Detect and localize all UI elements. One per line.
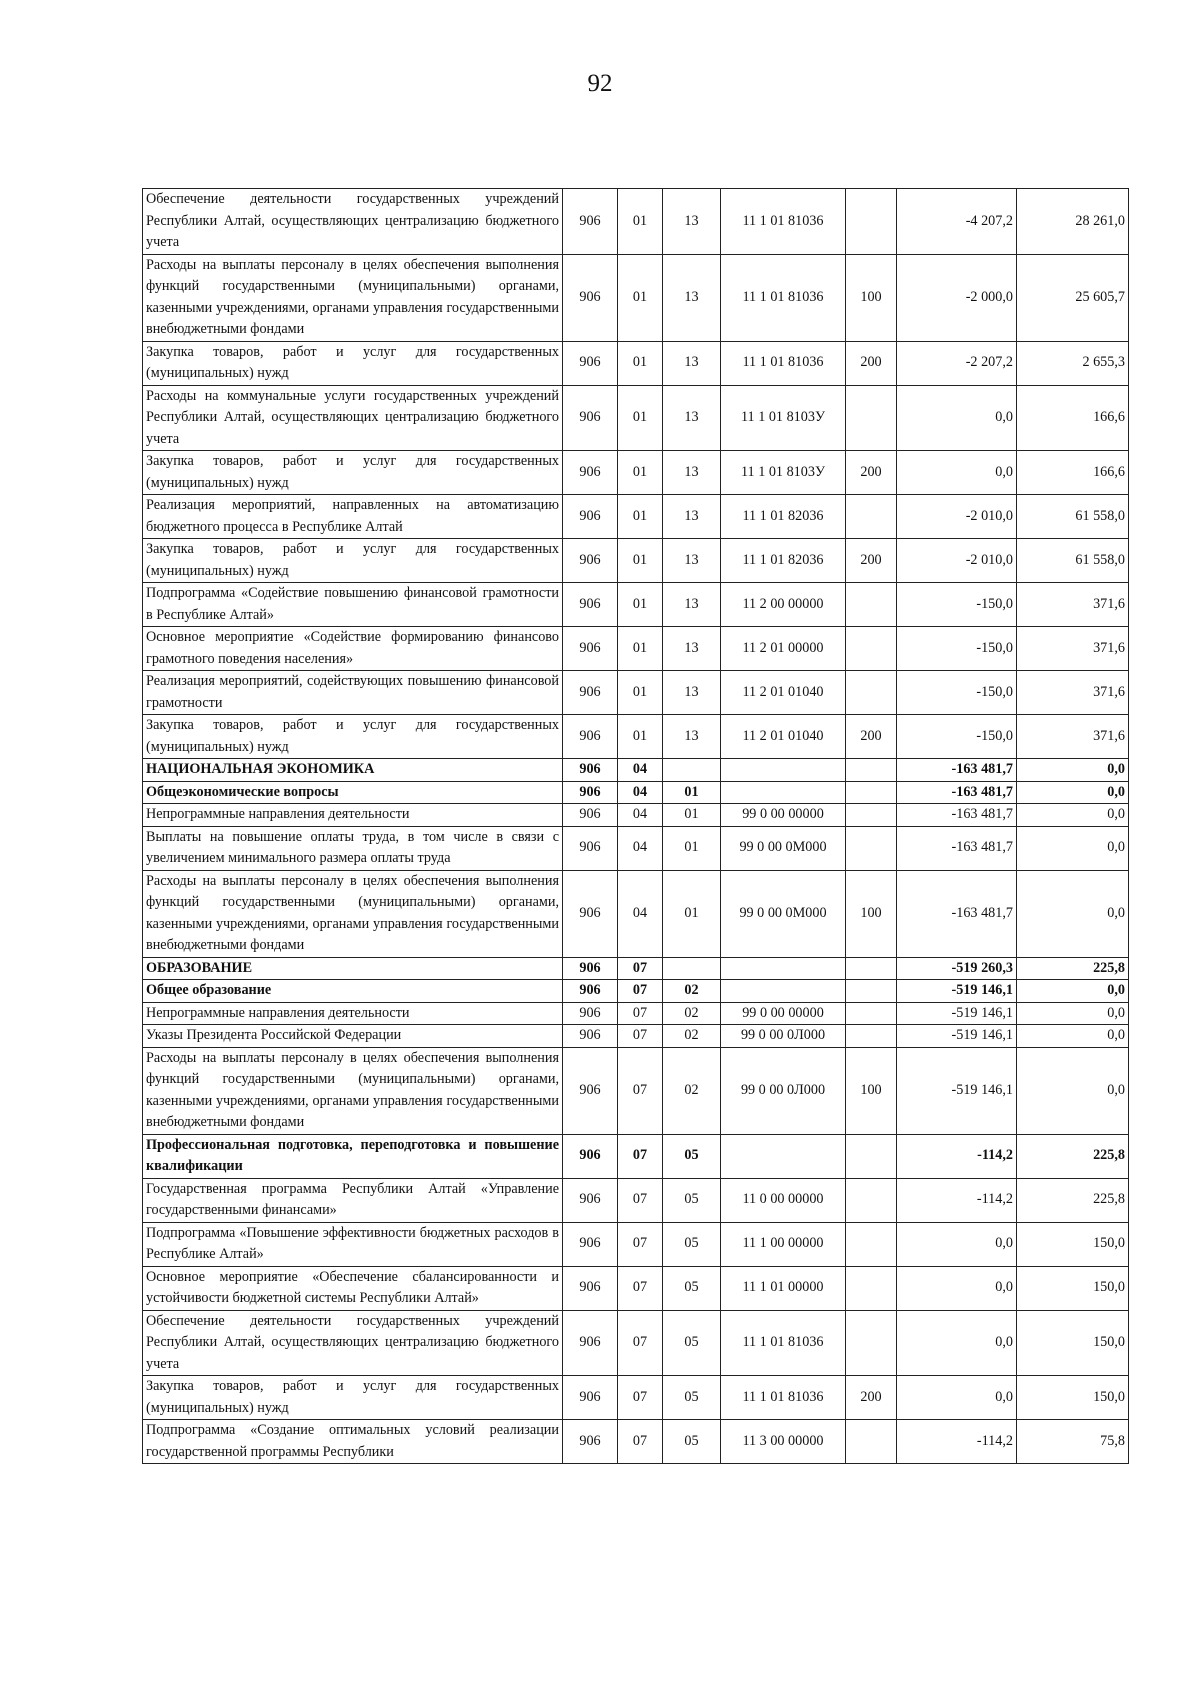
row-ved-cell: 906 (563, 1310, 618, 1376)
row-name-cell: Общеэкономические вопросы (143, 781, 563, 804)
row-change-cell: -150,0 (897, 715, 1017, 759)
row-pr-cell: 02 (663, 980, 721, 1003)
row-vr-cell: 200 (846, 715, 897, 759)
row-ved-cell: 906 (563, 1047, 618, 1134)
row-csr-cell: 11 2 01 00000 (721, 627, 846, 671)
table-row (143, 341, 1129, 385)
row-name-cell: Профессиональная подготовка, переподготовка и повышение квалификации (143, 1134, 563, 1178)
row-pr-cell: 13 (663, 341, 721, 385)
row-total-cell: 0,0 (1017, 1047, 1129, 1134)
row-name-cell: Закупка товаров, работ и услуг для государственных (муниципальных) нужд (143, 539, 563, 583)
row-csr-cell: 11 1 01 82036 (721, 495, 846, 539)
row-ved-cell: 906 (563, 1002, 618, 1025)
row-ved-cell: 906 (563, 1376, 618, 1420)
row-csr-cell: 11 1 01 81036 (721, 254, 846, 341)
row-vr-cell (846, 189, 897, 255)
row-name-cell: Закупка товаров, работ и услуг для государственных (муниципальных) нужд (143, 1376, 563, 1420)
row-pr-cell: 05 (663, 1134, 721, 1178)
row-ved-cell: 906 (563, 341, 618, 385)
table-row (143, 254, 1129, 341)
table-row (143, 1178, 1129, 1222)
row-ved-cell: 906 (563, 385, 618, 451)
row-name-cell: Расходы на выплаты персоналу в целях обеспечения выполнения функций государственными (муниципальными) органами, казенными учреждениями, органами управления государственными внебюджетными фондами (143, 870, 563, 957)
row-total-cell: 371,6 (1017, 715, 1129, 759)
row-change-cell: -519 146,1 (897, 1047, 1017, 1134)
row-vr-cell (846, 1310, 897, 1376)
row-ved-cell: 906 (563, 189, 618, 255)
row-change-cell: -2 010,0 (897, 495, 1017, 539)
row-pr-cell: 02 (663, 1047, 721, 1134)
row-rz-cell: 04 (618, 781, 663, 804)
table-row (143, 870, 1129, 957)
row-ved-cell: 906 (563, 1025, 618, 1048)
row-rz-cell: 07 (618, 1266, 663, 1310)
row-rz-cell: 07 (618, 1376, 663, 1420)
row-rz-cell: 07 (618, 1310, 663, 1376)
row-rz-cell: 01 (618, 495, 663, 539)
row-rz-cell: 04 (618, 826, 663, 870)
row-change-cell: -2 207,2 (897, 341, 1017, 385)
row-ved-cell: 906 (563, 671, 618, 715)
row-csr-cell: 11 1 01 81036 (721, 341, 846, 385)
row-total-cell: 150,0 (1017, 1376, 1129, 1420)
row-pr-cell: 13 (663, 189, 721, 255)
row-vr-cell (846, 1266, 897, 1310)
row-change-cell: -2 000,0 (897, 254, 1017, 341)
row-rz-cell: 07 (618, 1134, 663, 1178)
row-csr-cell: 11 1 01 8103У (721, 385, 846, 451)
row-total-cell: 371,6 (1017, 627, 1129, 671)
row-total-cell: 0,0 (1017, 1025, 1129, 1048)
row-ved-cell: 906 (563, 583, 618, 627)
row-total-cell: 371,6 (1017, 671, 1129, 715)
row-vr-cell: 200 (846, 1376, 897, 1420)
row-csr-cell: 11 1 01 8103У (721, 451, 846, 495)
row-change-cell: -163 481,7 (897, 781, 1017, 804)
table-row (143, 1310, 1129, 1376)
row-pr-cell: 13 (663, 715, 721, 759)
row-change-cell: 0,0 (897, 1376, 1017, 1420)
row-name-cell: Непрограммные направления деятельности (143, 1002, 563, 1025)
row-name-cell: Закупка товаров, работ и услуг для государственных (муниципальных) нужд (143, 715, 563, 759)
row-csr-cell: 11 1 01 00000 (721, 1266, 846, 1310)
row-vr-cell: 100 (846, 870, 897, 957)
row-change-cell: 0,0 (897, 1266, 1017, 1310)
row-name-cell: ОБРАЗОВАНИЕ (143, 957, 563, 980)
row-ved-cell: 906 (563, 627, 618, 671)
row-vr-cell: 200 (846, 451, 897, 495)
table-row (143, 781, 1129, 804)
row-change-cell: -4 207,2 (897, 189, 1017, 255)
row-total-cell: 166,6 (1017, 385, 1129, 451)
row-pr-cell: 02 (663, 1025, 721, 1048)
row-change-cell: -519 146,1 (897, 980, 1017, 1003)
row-total-cell: 225,8 (1017, 957, 1129, 980)
row-pr-cell: 13 (663, 583, 721, 627)
row-change-cell: -519 260,3 (897, 957, 1017, 980)
row-total-cell: 150,0 (1017, 1266, 1129, 1310)
row-name-cell: Выплаты на повышение оплаты труда, в том числе в связи с увеличением минимального размера оплаты труда (143, 826, 563, 870)
row-name-cell: Расходы на коммунальные услуги государственных учреждений Республики Алтай, осуществляющих централизацию бюджетного учета (143, 385, 563, 451)
table-row (143, 804, 1129, 827)
row-csr-cell: 99 0 00 00000 (721, 804, 846, 827)
table-row (143, 1134, 1129, 1178)
row-csr-cell (721, 781, 846, 804)
row-rz-cell: 04 (618, 804, 663, 827)
page-number: 92 (587, 70, 613, 97)
row-pr-cell: 13 (663, 539, 721, 583)
row-csr-cell: 99 0 00 00000 (721, 1002, 846, 1025)
row-vr-cell: 200 (846, 341, 897, 385)
row-change-cell: -150,0 (897, 671, 1017, 715)
row-csr-cell: 11 1 01 81036 (721, 189, 846, 255)
row-csr-cell: 11 1 01 82036 (721, 539, 846, 583)
row-vr-cell (846, 1134, 897, 1178)
row-ved-cell: 906 (563, 781, 618, 804)
row-pr-cell: 05 (663, 1222, 721, 1266)
row-csr-cell (721, 980, 846, 1003)
row-pr-cell: 01 (663, 870, 721, 957)
row-rz-cell: 01 (618, 341, 663, 385)
row-vr-cell (846, 583, 897, 627)
row-vr-cell (846, 1420, 897, 1464)
table-row (143, 1420, 1129, 1464)
row-total-cell: 28 261,0 (1017, 189, 1129, 255)
row-vr-cell (846, 1178, 897, 1222)
row-ved-cell: 906 (563, 254, 618, 341)
row-total-cell: 150,0 (1017, 1310, 1129, 1376)
row-name-cell: Реализация мероприятий, направленных на автоматизацию бюджетного процесса в Республике Алтай (143, 495, 563, 539)
row-name-cell: Подпрограмма «Содействие повышению финансовой грамотности в Республике Алтай» (143, 583, 563, 627)
row-csr-cell: 11 1 01 81036 (721, 1376, 846, 1420)
row-change-cell: 0,0 (897, 451, 1017, 495)
row-csr-cell (721, 957, 846, 980)
table-row (143, 495, 1129, 539)
row-csr-cell: 11 1 00 00000 (721, 1222, 846, 1266)
table-row (143, 539, 1129, 583)
row-ved-cell: 906 (563, 715, 618, 759)
row-csr-cell: 11 1 01 81036 (721, 1310, 846, 1376)
row-vr-cell (846, 980, 897, 1003)
table-row (143, 627, 1129, 671)
table-row (143, 671, 1129, 715)
row-ved-cell: 906 (563, 980, 618, 1003)
row-change-cell: -150,0 (897, 583, 1017, 627)
row-csr-cell: 11 2 01 01040 (721, 715, 846, 759)
row-csr-cell: 11 0 00 00000 (721, 1178, 846, 1222)
row-rz-cell: 07 (618, 1047, 663, 1134)
row-rz-cell: 01 (618, 539, 663, 583)
table-row (143, 715, 1129, 759)
row-rz-cell: 01 (618, 715, 663, 759)
row-total-cell: 0,0 (1017, 804, 1129, 827)
row-rz-cell: 04 (618, 870, 663, 957)
row-vr-cell (846, 804, 897, 827)
row-total-cell: 371,6 (1017, 583, 1129, 627)
row-csr-cell: 99 0 00 0Л000 (721, 1047, 846, 1134)
row-total-cell: 0,0 (1017, 870, 1129, 957)
row-rz-cell: 07 (618, 1025, 663, 1048)
row-pr-cell (663, 759, 721, 782)
table-row (143, 957, 1129, 980)
row-pr-cell: 13 (663, 385, 721, 451)
budget-table (142, 188, 1129, 1464)
row-vr-cell: 100 (846, 254, 897, 341)
row-name-cell: Обеспечение деятельности государственных учреждений Республики Алтай, осуществляющих централизацию бюджетного учета (143, 189, 563, 255)
row-name-cell: Непрограммные направления деятельности (143, 804, 563, 827)
row-change-cell: -150,0 (897, 627, 1017, 671)
row-total-cell: 225,8 (1017, 1178, 1129, 1222)
table-row (143, 759, 1129, 782)
row-vr-cell (846, 671, 897, 715)
row-rz-cell: 07 (618, 1002, 663, 1025)
row-change-cell: 0,0 (897, 1310, 1017, 1376)
row-pr-cell (663, 957, 721, 980)
row-total-cell: 0,0 (1017, 826, 1129, 870)
row-ved-cell: 906 (563, 870, 618, 957)
row-total-cell: 0,0 (1017, 1002, 1129, 1025)
table-row (143, 1047, 1129, 1134)
row-rz-cell: 01 (618, 189, 663, 255)
row-pr-cell: 05 (663, 1310, 721, 1376)
row-rz-cell: 07 (618, 1420, 663, 1464)
table-row (143, 1002, 1129, 1025)
row-rz-cell: 01 (618, 627, 663, 671)
table-row (143, 1376, 1129, 1420)
row-name-cell: Указы Президента Российской Федерации (143, 1025, 563, 1048)
row-name-cell: Подпрограмма «Повышение эффективности бюджетных расходов в Республике Алтай» (143, 1222, 563, 1266)
row-name-cell: НАЦИОНАЛЬНАЯ ЭКОНОМИКА (143, 759, 563, 782)
table-row (143, 385, 1129, 451)
row-pr-cell: 13 (663, 671, 721, 715)
row-change-cell: -163 481,7 (897, 804, 1017, 827)
row-total-cell: 75,8 (1017, 1420, 1129, 1464)
row-rz-cell: 01 (618, 451, 663, 495)
row-change-cell: -163 481,7 (897, 826, 1017, 870)
row-ved-cell: 906 (563, 495, 618, 539)
row-change-cell: -114,2 (897, 1178, 1017, 1222)
row-pr-cell: 05 (663, 1266, 721, 1310)
row-pr-cell: 13 (663, 451, 721, 495)
row-ved-cell: 906 (563, 1420, 618, 1464)
table-row (143, 451, 1129, 495)
row-rz-cell: 07 (618, 957, 663, 980)
row-vr-cell (846, 385, 897, 451)
row-ved-cell: 906 (563, 826, 618, 870)
row-name-cell: Расходы на выплаты персоналу в целях обеспечения выполнения функций государственными (муниципальными) органами, казенными учреждениями, органами управления государственными внебюджетными фондами (143, 1047, 563, 1134)
table-row (143, 980, 1129, 1003)
row-vr-cell (846, 957, 897, 980)
row-ved-cell: 906 (563, 957, 618, 980)
row-ved-cell: 906 (563, 1178, 618, 1222)
row-csr-cell: 11 3 00 00000 (721, 1420, 846, 1464)
row-csr-cell: 99 0 00 0М000 (721, 870, 846, 957)
row-name-cell: Расходы на выплаты персоналу в целях обеспечения выполнения функций государственными (муниципальными) органами, казенными учреждениями, органами управления государственными внебюджетными фондами (143, 254, 563, 341)
row-total-cell: 25 605,7 (1017, 254, 1129, 341)
row-vr-cell (846, 495, 897, 539)
row-name-cell: Государственная программа Республики Алтай «Управление государственными финансами» (143, 1178, 563, 1222)
row-total-cell: 61 558,0 (1017, 539, 1129, 583)
table-row (143, 1025, 1129, 1048)
row-pr-cell: 05 (663, 1376, 721, 1420)
row-pr-cell: 13 (663, 254, 721, 341)
row-pr-cell: 01 (663, 826, 721, 870)
table-row (143, 826, 1129, 870)
row-pr-cell: 13 (663, 495, 721, 539)
row-vr-cell (846, 1025, 897, 1048)
row-change-cell: -519 146,1 (897, 1025, 1017, 1048)
row-change-cell: -114,2 (897, 1420, 1017, 1464)
row-name-cell: Реализация мероприятий, содействующих повышению финансовой грамотности (143, 671, 563, 715)
row-vr-cell (846, 1222, 897, 1266)
row-ved-cell: 906 (563, 759, 618, 782)
row-vr-cell (846, 627, 897, 671)
table-row (143, 1266, 1129, 1310)
row-rz-cell: 01 (618, 385, 663, 451)
row-name-cell: Подпрограмма «Создание оптимальных условий реализации государственной программы Республики (143, 1420, 563, 1464)
row-total-cell: 61 558,0 (1017, 495, 1129, 539)
row-ved-cell: 906 (563, 804, 618, 827)
row-name-cell: Общее образование (143, 980, 563, 1003)
row-change-cell: -114,2 (897, 1134, 1017, 1178)
row-pr-cell: 05 (663, 1178, 721, 1222)
row-pr-cell: 13 (663, 627, 721, 671)
row-csr-cell: 11 2 00 00000 (721, 583, 846, 627)
row-change-cell: -163 481,7 (897, 759, 1017, 782)
row-pr-cell: 02 (663, 1002, 721, 1025)
row-csr-cell: 11 2 01 01040 (721, 671, 846, 715)
row-vr-cell (846, 1002, 897, 1025)
row-name-cell: Основное мероприятие «Содействие формированию финансово грамотного поведения населения» (143, 627, 563, 671)
row-total-cell: 0,0 (1017, 980, 1129, 1003)
row-rz-cell: 07 (618, 1178, 663, 1222)
row-rz-cell: 07 (618, 980, 663, 1003)
table-row (143, 583, 1129, 627)
row-name-cell: Закупка товаров, работ и услуг для государственных (муниципальных) нужд (143, 341, 563, 385)
row-vr-cell: 200 (846, 539, 897, 583)
row-rz-cell: 04 (618, 759, 663, 782)
row-rz-cell: 01 (618, 583, 663, 627)
row-ved-cell: 906 (563, 1222, 618, 1266)
row-change-cell: -2 010,0 (897, 539, 1017, 583)
row-rz-cell: 01 (618, 671, 663, 715)
row-csr-cell: 99 0 00 0М000 (721, 826, 846, 870)
row-csr-cell: 99 0 00 0Л000 (721, 1025, 846, 1048)
row-total-cell: 225,8 (1017, 1134, 1129, 1178)
table-row (143, 1222, 1129, 1266)
row-total-cell: 166,6 (1017, 451, 1129, 495)
row-rz-cell: 01 (618, 254, 663, 341)
row-name-cell: Закупка товаров, работ и услуг для государственных (муниципальных) нужд (143, 451, 563, 495)
row-vr-cell (846, 781, 897, 804)
row-pr-cell: 01 (663, 804, 721, 827)
row-ved-cell: 906 (563, 1266, 618, 1310)
row-name-cell: Основное мероприятие «Обеспечение сбалансированности и устойчивости бюджетной системы Республики Алтай» (143, 1266, 563, 1310)
row-total-cell: 2 655,3 (1017, 341, 1129, 385)
row-ved-cell: 906 (563, 539, 618, 583)
row-total-cell: 0,0 (1017, 759, 1129, 782)
row-total-cell: 150,0 (1017, 1222, 1129, 1266)
row-vr-cell (846, 759, 897, 782)
table-row (143, 189, 1129, 255)
row-vr-cell: 100 (846, 1047, 897, 1134)
row-change-cell: 0,0 (897, 1222, 1017, 1266)
row-change-cell: -519 146,1 (897, 1002, 1017, 1025)
row-total-cell: 0,0 (1017, 781, 1129, 804)
row-vr-cell (846, 826, 897, 870)
table-body (143, 189, 1129, 1464)
row-pr-cell: 01 (663, 781, 721, 804)
row-name-cell: Обеспечение деятельности государственных учреждений Республики Алтай, осуществляющих централизацию бюджетного учета (143, 1310, 563, 1376)
row-change-cell: 0,0 (897, 385, 1017, 451)
row-csr-cell (721, 1134, 846, 1178)
row-ved-cell: 906 (563, 1134, 618, 1178)
row-csr-cell (721, 759, 846, 782)
row-ved-cell: 906 (563, 451, 618, 495)
row-change-cell: -163 481,7 (897, 870, 1017, 957)
row-rz-cell: 07 (618, 1222, 663, 1266)
row-pr-cell: 05 (663, 1420, 721, 1464)
